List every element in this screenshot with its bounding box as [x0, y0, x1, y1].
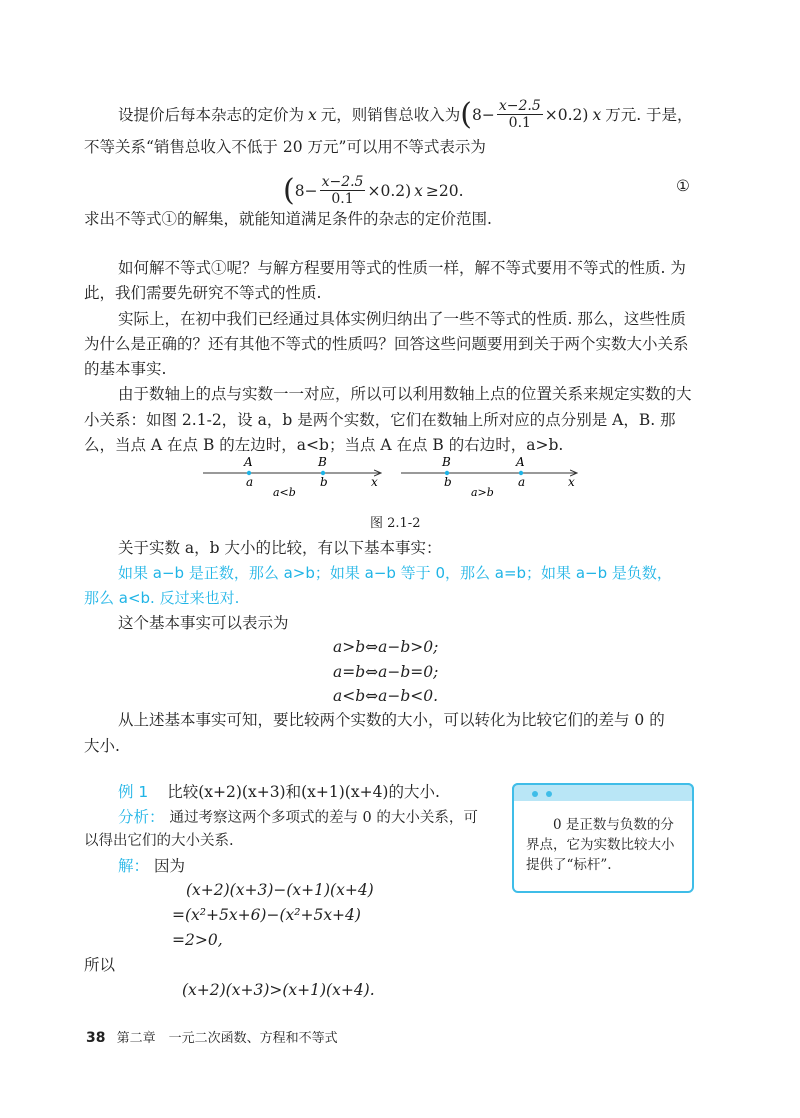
side-note [512, 783, 694, 893]
text-line: 关于实数 a，b 大小的比较，有以下基本事实： [118, 539, 442, 557]
text-line: 由于数轴上的点与实数一一对应，所以可以利用数轴上点的位置关系来规定实数的大 [118, 385, 692, 403]
label-b: b [444, 475, 452, 489]
text-line: 大小. [84, 737, 120, 755]
fraction: $\frac{x-2.5}{0.1}$ [321, 174, 364, 207]
inequality-1: ( 8− $\frac{x-2.5}{0.1}$ ×0.2) x ≥20. [283, 172, 464, 208]
caption-left: a<b [273, 486, 296, 499]
dot-icon [532, 791, 538, 797]
fraction: $\frac{x-2.5}{0.1}$ [498, 98, 541, 131]
solution-label: 解： [118, 857, 150, 875]
number-line-figure [195, 453, 595, 503]
text-line: 此，我们需要先研究不等式的性质. [84, 284, 322, 302]
text-line: 实际上，在初中我们已经通过具体实例归纳出了一些不等式的性质. 那么，这些性质 [118, 310, 686, 328]
label-A: A [516, 455, 525, 469]
number-line-right [401, 455, 577, 499]
number-line-left [203, 455, 381, 499]
highlight-line: 那么 a<b. 反过来也对. [84, 589, 240, 607]
example-label: 例 1 [118, 783, 149, 801]
text-line: 不等关系“销售总收入不低于 20 万元”可以用不等式表示为 [84, 138, 486, 156]
caption-right: a>b [471, 486, 494, 499]
text-line: 所以 [84, 956, 116, 974]
label-B: B [442, 455, 451, 469]
paren-open: ( [460, 96, 472, 132]
text-line: 小关系：如图 2.1-2，设 a，b 是两个实数，它们在数轴上所对应的点分别是 A，B. 那 [84, 411, 676, 429]
label-x: x [371, 475, 378, 489]
figure-label: 图 2.1-2 [370, 516, 421, 531]
page-footer [86, 1027, 338, 1046]
text-line: 的基本事实. [84, 360, 167, 378]
side-note-text: 0 是正数与负数的分界点，它为实数比较大小提供了“标杆”. [526, 817, 675, 873]
math-equivalence: a<b⇔a−b<0. [333, 687, 439, 705]
label-B: B [318, 455, 327, 469]
text-line: 为什么是正确的？还有其他不等式的性质吗？回答这些问题要用到关于两个实数大小关系 [84, 335, 689, 353]
chapter-title: 第二章 一元二次函数、方程和不等式 [116, 1031, 338, 1046]
example-title-line: 例 1 比较(x+2)(x+3)和(x+1)(x+4)的大小. [118, 783, 440, 801]
math-step: =(x²+5x+6)−(x²+5x+4) [172, 906, 361, 924]
math-step: (x+2)(x+3)>(x+1)(x+4). [182, 981, 375, 999]
label-a: a [518, 475, 526, 489]
equation-label: ① [676, 177, 690, 195]
math-equivalence: a>b⇔a−b>0; [333, 638, 439, 656]
math-step: (x+2)(x+3)−(x+1)(x+4) [186, 881, 374, 899]
page-number: 38 [86, 1030, 106, 1046]
analysis-line: 以得出它们的大小关系. [84, 833, 234, 849]
text-line: 求出不等式①的解集，就能知道满足条件的杂志的定价范围. [84, 210, 492, 228]
label-b: b [320, 475, 328, 489]
solution-line: 解： 因为 [118, 857, 185, 875]
text-line: 这个基本事实可以表示为 [118, 614, 289, 632]
dot-icon [546, 791, 552, 797]
math-equivalence: a=b⇔a−b=0; [333, 663, 439, 681]
math-step: =2>0, [172, 931, 223, 949]
analysis-label: 分析： [118, 808, 165, 826]
text-line: 设提价后每本杂志的定价为 x 元，则销售总收入为 ( 8− $\frac{x-2.5}{0.1}$ ×0.2) x 万元. 于是， [118, 96, 693, 132]
analysis-line: 分析： 通过考察这两个多项式的差与 0 的大小关系，可 [118, 808, 478, 826]
text-line: 如何解不等式①呢？与解方程要用等式的性质一样，解不等式要用不等式的性质. 为 [118, 259, 686, 277]
highlight-line: 如果 a−b 是正数，那么 a>b；如果 a−b 等于 0，那么 a=b；如果 a−b 是负数， [118, 564, 672, 582]
label-a: a [246, 475, 254, 489]
text-line: 从上述基本事实可知，要比较两个实数的大小，可以转化为比较它们的差与 0 的 [118, 711, 665, 729]
label-A: A [244, 455, 253, 469]
label-x: x [568, 475, 575, 489]
text-line: 么，当点 A 在点 B 的左边时，a<b；当点 A 在点 B 的右边时，a>b. [84, 436, 564, 454]
side-note-header [512, 783, 694, 801]
